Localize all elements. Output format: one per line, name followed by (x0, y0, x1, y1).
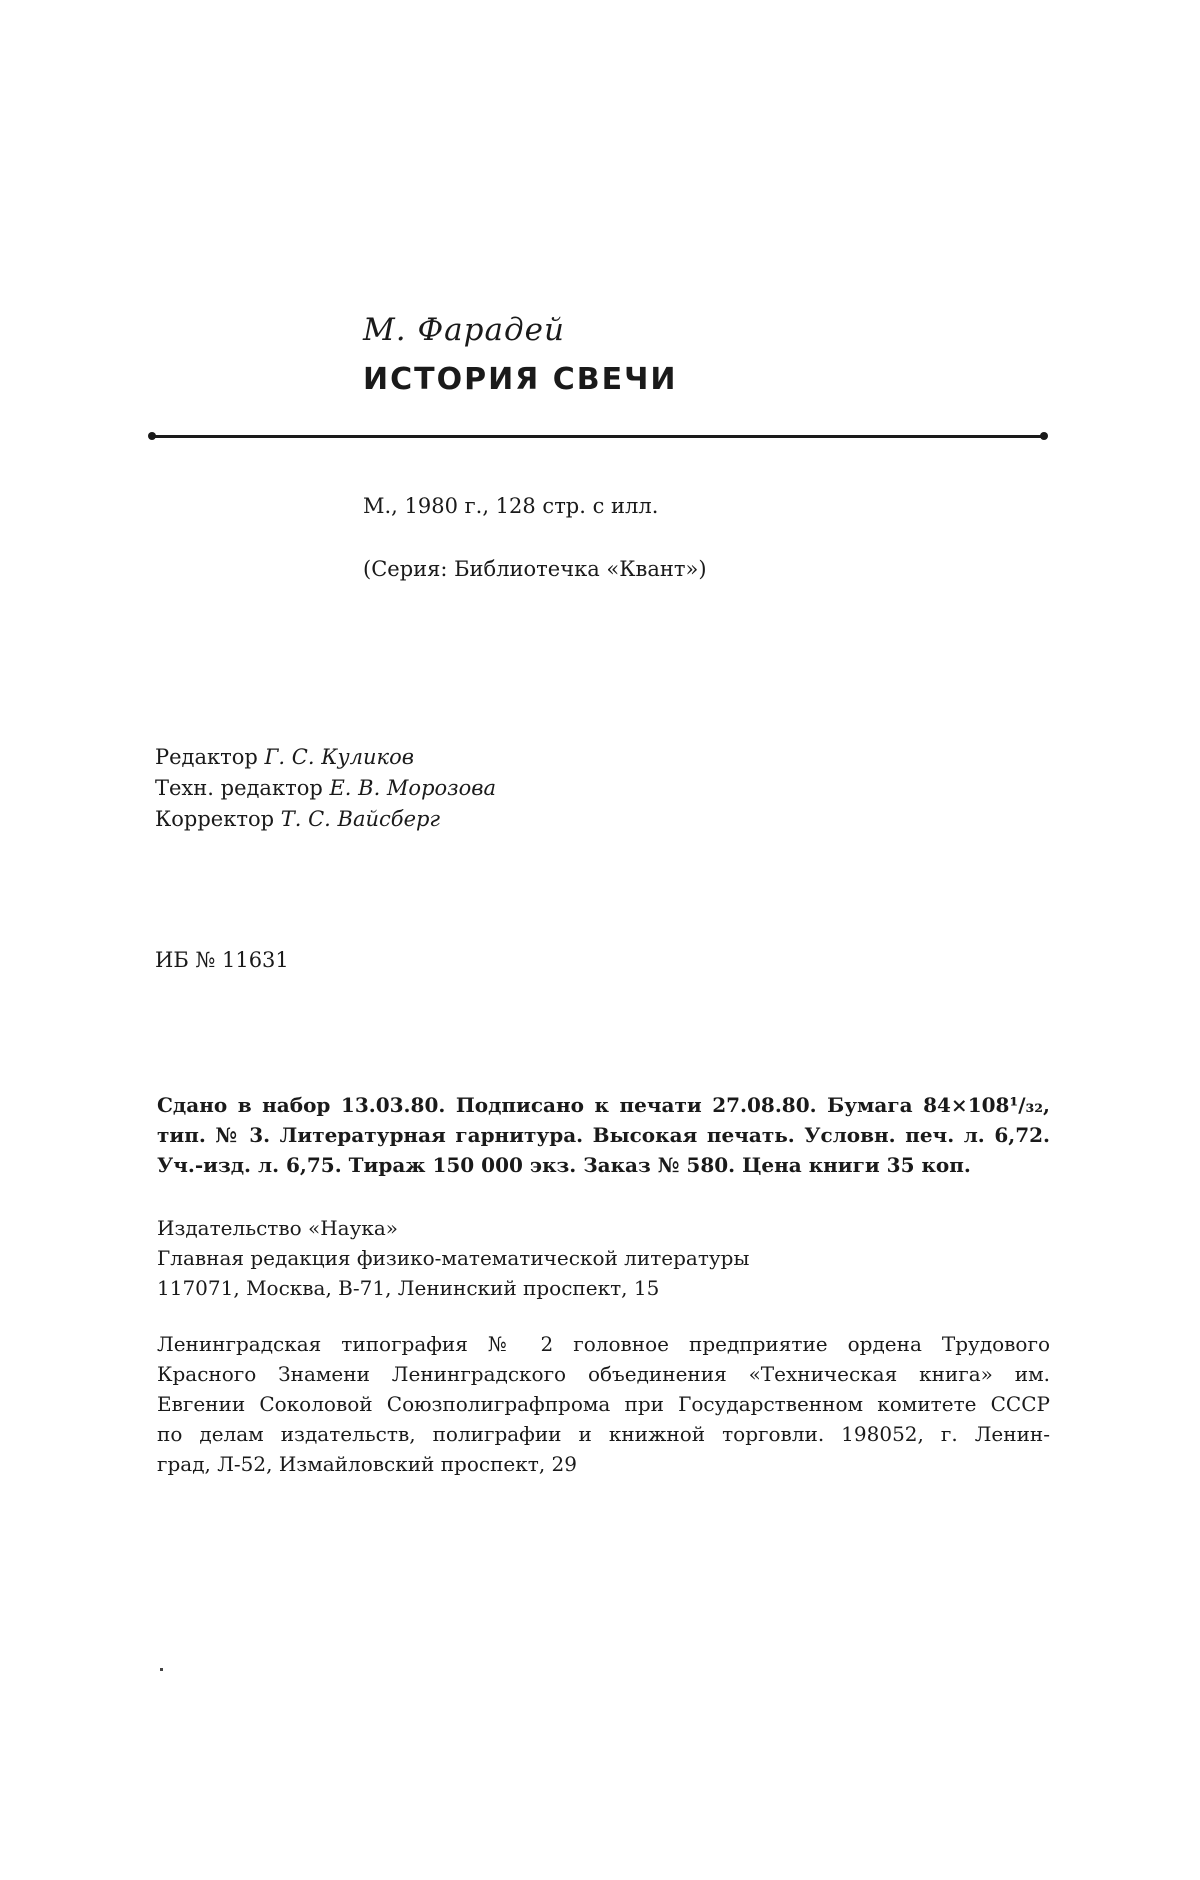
credit-role: Редактор (155, 745, 258, 769)
stray-print-mark (160, 1668, 163, 1671)
publisher-line: 117071, Москва, В-71, Ленинский проспект, 15 (157, 1273, 1050, 1303)
book-author: М. Фарадей (363, 312, 565, 348)
title-divider-rule (152, 435, 1044, 438)
credit-editor (155, 742, 496, 773)
publisher-details (157, 1213, 1050, 1303)
rule-end-right (1040, 432, 1048, 440)
printing-line: Уч.-изд. л. 6,75. Тираж 150 000 экз. Заказ № 580. Цена книги 35 коп. (157, 1150, 1050, 1180)
credits-block (155, 742, 496, 835)
printing-details (157, 1090, 1050, 1180)
typography-line: Ленинградская типография № 2 головное предприятие ордена Трудового (157, 1329, 1050, 1359)
series-info: (Серия: Библиотечка «Квант») (363, 557, 707, 581)
typography-line: Евгении Соколовой Союзполиграфпрома при Государственном комитете СССР (157, 1389, 1050, 1419)
credit-role: Корректор (155, 807, 274, 831)
credit-role: Техн. редактор (155, 776, 323, 800)
credit-name: Е. В. Морозова (329, 776, 496, 800)
publication-info: М., 1980 г., 128 стр. с илл. (363, 494, 658, 518)
credit-proofreader (155, 804, 496, 835)
printing-house-details (157, 1329, 1050, 1479)
colophon-page (0, 0, 1200, 1880)
printing-line: тип. № 3. Литературная гарнитура. Высокая печать. Условн. печ. л. 6,72. (157, 1120, 1050, 1150)
printing-line: Сдано в набор 13.03.80. Подписано к печати 27.08.80. Бумага 84×108¹/₃₂, (157, 1090, 1050, 1120)
publisher-line: Главная редакция физико-математической литературы (157, 1243, 1050, 1273)
book-title: ИСТОРИЯ СВЕЧИ (363, 362, 677, 397)
credit-name: Т. С. Вайсберг (281, 807, 440, 831)
typography-line: Красного Знамени Ленинградского объединения «Техническая книга» им. (157, 1359, 1050, 1389)
typography-line: по делам издательств, полиграфии и книжной торговли. 198052, г. Ленин- (157, 1419, 1050, 1449)
credit-tech-editor (155, 773, 496, 804)
ib-number: ИБ № 11631 (155, 948, 289, 972)
credit-name: Г. С. Куликов (265, 745, 414, 769)
rule-end-left (148, 432, 156, 440)
typography-line: град, Л-52, Измайловский проспект, 29 (157, 1449, 1050, 1479)
publisher-line: Издательство «Наука» (157, 1213, 1050, 1243)
